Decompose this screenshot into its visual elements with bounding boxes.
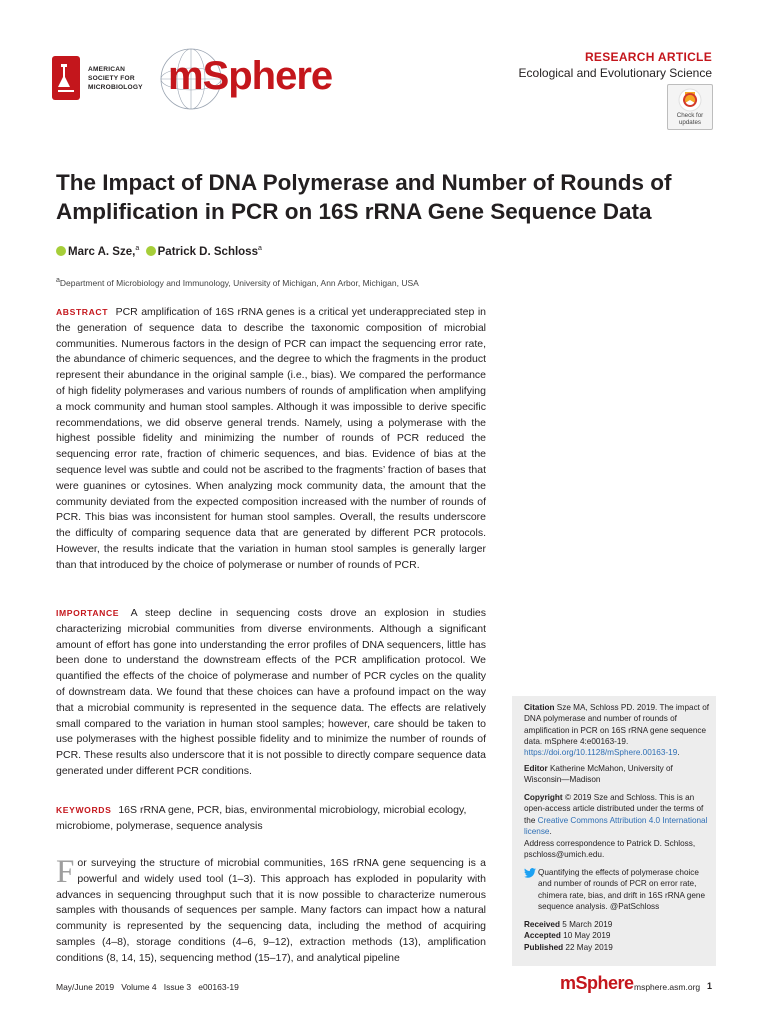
article-title: The Impact of DNA Polymerase and Number of Rounds of Amplification in PCR on 16S rRNA Gene Sequence Data (56, 170, 672, 224)
citation-text: Sze MA, Schloss PD. 2019. The impact of DNA polymerase and number of rounds of amplification in PCR on 16S rRNA gene sequence data. mSphere 4:e00163-19. (524, 703, 710, 746)
copyright-text: © 2019 Sze and Schloss. This is an open-access article distributed under the terms of the (524, 793, 704, 825)
citation-doi-link[interactable]: https://doi.org/10.1128/mSphere.00163-19 (524, 748, 678, 758)
asm-name-line: SOCIETY FOR (88, 75, 135, 82)
orcid-icon[interactable] (56, 246, 66, 256)
keywords-label: KEYWORDS (56, 805, 112, 815)
asm-name-line: AMERICAN (88, 66, 126, 73)
dates-block (524, 919, 710, 953)
tweet-block (524, 867, 710, 912)
keywords-text: 16S rRNA gene, PCR, bias, environmental microbiology, microbial ecology, microbiome, polymerase, sequence analysis (56, 804, 467, 832)
abstract-text: PCR amplification of 16S rRNA genes is a critical yet underappreciated step in the generation of sequence data to describe the taxonomic composition of microbial communities. Numerous factors in the design of PCR can impact the sequencing error rate, the abundance of chimeric sequences, and the degree to which the fragments in the product represent their abundance in the original sample (i.e., bias). We compared the performance of high fidelity polymerases and various numbers of rounds of amplification when amplifying a mock community and human stool samples. Although it was impossible to derive specific recommendations, we did observe general trends. Namely, using a polymerase with the highest possible fidelity and minimizing the number of rounds of PCR reduced the sequencing error rate, fraction of chimeric sequences, and bias. Evidence of bias at the sequence level was subtle and could not be ascribed to the fragments’ fraction of bases that were guanines or cytosines. When analyzing mock community data, the amount that the community deviated from the expected composition increased with the number of rounds of PCR. This bias was inconsistent for human stool samples. Overall, the results underscore the difficulty of comparing sequence data that are generated by different PCR protocols. However, the results indicate that the variation in human stool samples is generally larger than that introduced by the choice of polymerase or number of rounds of PCR. (56, 306, 486, 571)
footer-msphere-logo (556, 973, 636, 999)
correspondence-block: Address correspondence to Patrick D. Schloss, pschloss@umich.edu. (524, 839, 696, 860)
published-label: Published (524, 942, 564, 952)
license-link[interactable]: Creative Commons Attribution 4.0 International license (524, 815, 708, 836)
intro-paragraph (56, 856, 486, 967)
abstract-paragraph (56, 305, 486, 574)
importance-text: A steep decline in sequencing costs drove an explosion in studies characterizing microbial communities from diverse environments. Although a significant amount of effort has gone into understanding the error profiles of DNA sequencers, little has been done to understand the downstream effects of the PCR amplification protocol. We quantified the effects of the choice of polymerase and number of PCR cycles on the quality of downstream data. We found that these choices can have a profound impact on the way that a microbial community is represented in the sequence data. The effects are relatively small compared to the variation in human stool samples; however, care should be taken to use polymerases with the highest possible fidelity and to minimize the number of rounds of PCR. These results also underscore that it is not possible to directly compare sequence data generated under different PCR conditions. (56, 607, 486, 777)
footer-wordmark: mSphere (560, 973, 634, 993)
orcid-icon[interactable] (146, 246, 156, 256)
asm-logo (52, 56, 152, 102)
tweet-text: Quantifying the effects of polymerase choice and number of rounds of PCR on error rate, chimera rate, bias, and drift in 16S rRNA gene sequence analysis. @PatSchloss (538, 868, 706, 911)
received-label: Received (524, 920, 560, 929)
author-name[interactable]: Marc A. Sze, (68, 245, 136, 258)
keywords-paragraph (56, 803, 486, 835)
citation-label: Citation (524, 703, 555, 712)
importance-paragraph (56, 606, 486, 780)
accepted-label: Accepted (524, 931, 561, 941)
affiliation (56, 277, 419, 288)
bookmark-check-icon (678, 88, 702, 112)
article-type: RESEARCH ARTICLE (584, 50, 712, 64)
check-for-updates-badge[interactable] (667, 84, 713, 130)
msphere-wordmark: mSphere (168, 54, 333, 98)
copyright-label: Copyright (524, 793, 563, 802)
accepted-date: 10 May 2019 (563, 931, 611, 941)
asm-seal-icon (52, 56, 80, 100)
intro-text: or surveying the structure of microbial communities, 16S rRNA gene sequencing is a powerful and widely used tool (1–3). This approach has exploded in popularity with advances in sequencing throughput such that it is now possible to characterize numerous samples with thousands of sequences per sample. Many factors can impact how a natural community is represented by the sequencing data, including the method of acquiring samples (4–8), storage conditions (4–6, 9–12), extraction methods (13), amplification conditions (8, 14, 15), sequencing method (15–17), and analytical pipeline (56, 857, 486, 964)
issue-info: May/June 2019 Volume 4 Issue 3 e00163-19 (56, 982, 239, 992)
published-date: 22 May 2019 (565, 942, 613, 952)
section-name: Ecological and Evolutionary Science (518, 66, 712, 80)
affiliation-text: Department of Microbiology and Immunology, University of Michigan, Ann Arbor, Michigan, USA (59, 277, 419, 288)
check-updates-line: Check for (676, 112, 704, 119)
editor-label: Editor (524, 764, 548, 773)
page-number: 1 (707, 981, 713, 991)
author-affiliation-mark: a (135, 245, 140, 252)
affiliation-mark: a (56, 277, 60, 284)
editor-block (524, 763, 710, 786)
drop-cap: F (56, 854, 75, 890)
importance-label: IMPORTANCE (56, 608, 120, 618)
received-date: 5 March 2019 (562, 920, 613, 929)
editor-text: Katherine McMahon, University of Wisconsin—Madison (524, 764, 673, 785)
author-name[interactable]: Patrick D. Schloss (157, 245, 258, 258)
citation-block: Citation Sze MA, Schloss PD. 2019. The impact of DNA polymerase and number of rounds of amplification in PCR on 16S rRNA gene sequence data. mSphere 4:e00163-19. https://doi.org/10.1128/mSphere.00163-19. (524, 703, 710, 758)
copyright-end: . (549, 826, 552, 836)
journal-url[interactable]: msphere.asm.org (634, 982, 701, 992)
twitter-icon[interactable] (524, 868, 536, 878)
author-affiliation-mark: a (257, 245, 262, 252)
check-updates-line: updates (678, 119, 702, 126)
article-info-sidebar (512, 696, 716, 966)
author-list (56, 245, 262, 258)
copyright-block (524, 792, 710, 837)
abstract-label: ABSTRACT (56, 307, 109, 317)
msphere-logo (158, 46, 333, 112)
asm-name-line: MICROBIOLOGY (88, 84, 143, 91)
